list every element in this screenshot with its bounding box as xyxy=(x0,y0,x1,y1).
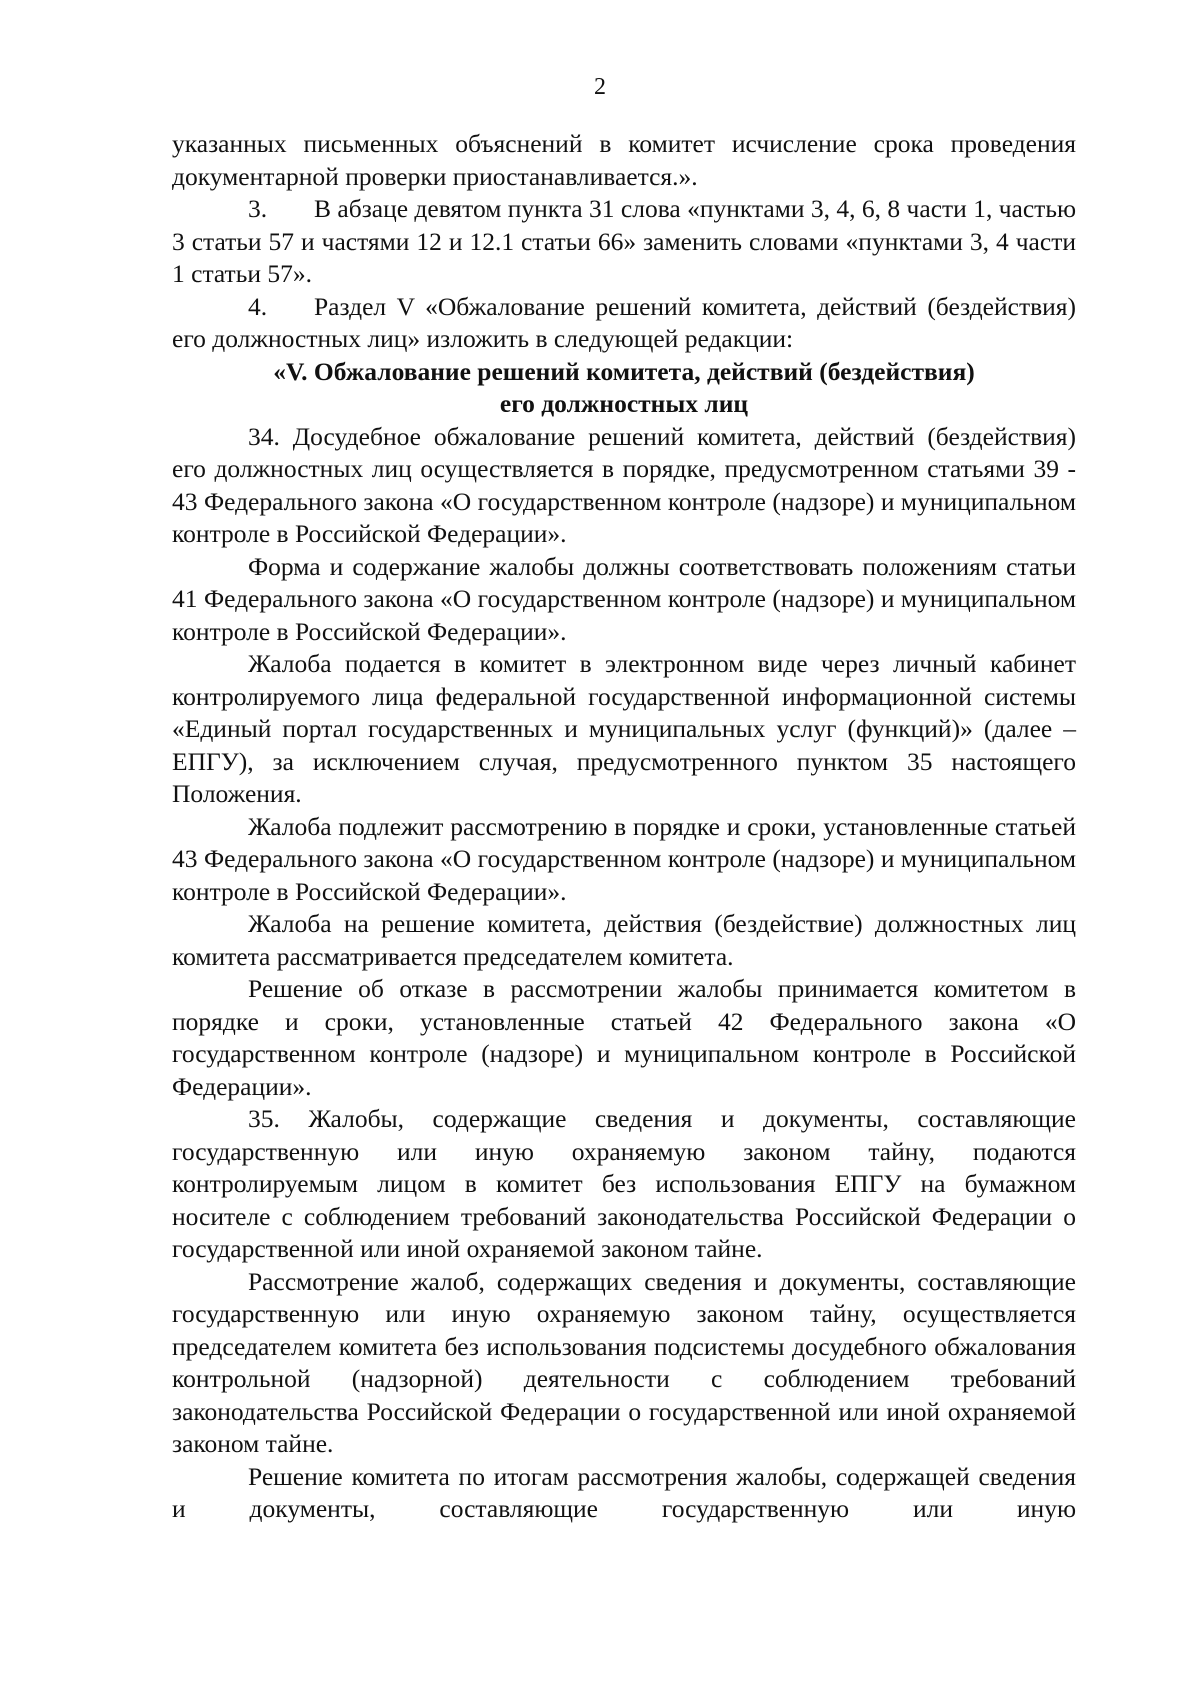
section-heading xyxy=(172,356,1076,421)
paragraph: Рассмотрение жалоб, содержащих сведения и документы, составляющие государственную или иную охраняемую законом тайну, осуществляется председателем комитета без использования подсистемы досудебного обжалования контрольной (надзорной) деятельности с соблюдением требований законодательства Российской Федерации о государственной или иной охраняемой законом тайне. xyxy=(172,1266,1076,1458)
item-number: 4. xyxy=(248,291,268,321)
paragraph: Решение об отказе в рассмотрении жалобы принимается комитетом в порядке и сроки, установленные статьей 42 Федерального закона «О государственном контроле (надзоре) и муниципальном контроле в Российской Федерации». xyxy=(172,974,1076,1101)
paragraph-34: 34. Досудебное обжалование решений комитета, действий (бездействия) его должностных лиц осуществляется в порядке, предусмотренном статьями 39 - 43 Федерального закона «О государственном контроле (надзоре) и муниципальном контроле в Российской Федерации». xyxy=(172,421,1076,548)
section-heading-line1: «V. Обжалование решений комитета, действий (бездействия) xyxy=(273,356,975,386)
paragraph: Форма и содержание жалобы должны соответствовать положениям статьи 41 Федерального закона «О государственном контроле (надзоре) и муниципальном контроле в Российской Федерации». xyxy=(172,551,1076,646)
section-heading-line2: его должностных лиц xyxy=(499,389,749,418)
paragraph-item-3 xyxy=(172,193,1076,291)
paragraph: Жалоба на решение комитета, действия (бездействие) должностных лиц комитета рассматривается председателем комитета. xyxy=(172,909,1076,971)
item-text: В абзаце девятом пункта 31 слова «пунктами 3, 4, 6, 8 части 1, частью 3 статьи 57 и частями 12 и 12.1 статьи 66» заменить словами «пунктами 3, 4 части 1 статьи 57». xyxy=(172,194,1076,288)
paragraph: Жалоба подается в комитет в электронном виде через личный кабинет контролируемого лица федеральной государственной информационной системы «Единый портал государственных и муниципальных услуг (функций)» (далее – ЕПГУ), за исключением случая, предусмотренного пунктом 35 настоящего Положения. xyxy=(172,649,1076,808)
paragraph-continuation: указанных письменных объяснений в комитет исчисление срока проведения документарной проверки приостанавливается.». xyxy=(172,129,1076,191)
paragraph: Жалоба подлежит рассмотрению в порядке и сроки, установленные статьей 43 Федерального закона «О государственном контроле (надзоре) и муниципальном контроле в Российской Федерации». xyxy=(172,811,1076,906)
paragraph: Решение комитета по итогам рассмотрения жалобы, содержащей сведения и документы, составляющие государственную или иную xyxy=(172,1461,1076,1523)
document-body xyxy=(172,128,1076,1526)
item-number: 3. xyxy=(248,194,268,223)
item-text: Раздел V «Обжалование решений комитета, действий (бездействия) его должностных лиц» изложить в следующей редакции: xyxy=(172,291,1076,353)
paragraph-35: 35. Жалобы, содержащие сведения и документы, составляющие государственную или иную охраняемую законом тайну, подаются контролируемым лицом в комитет без использования ЕПГУ на бумажном носителе с соблюдением требований законодательства Российской Федерации о государственной или иной охраняемой законом тайне. xyxy=(172,1104,1076,1263)
paragraph-item-4 xyxy=(172,291,1076,356)
page-number: 2 xyxy=(594,74,606,100)
